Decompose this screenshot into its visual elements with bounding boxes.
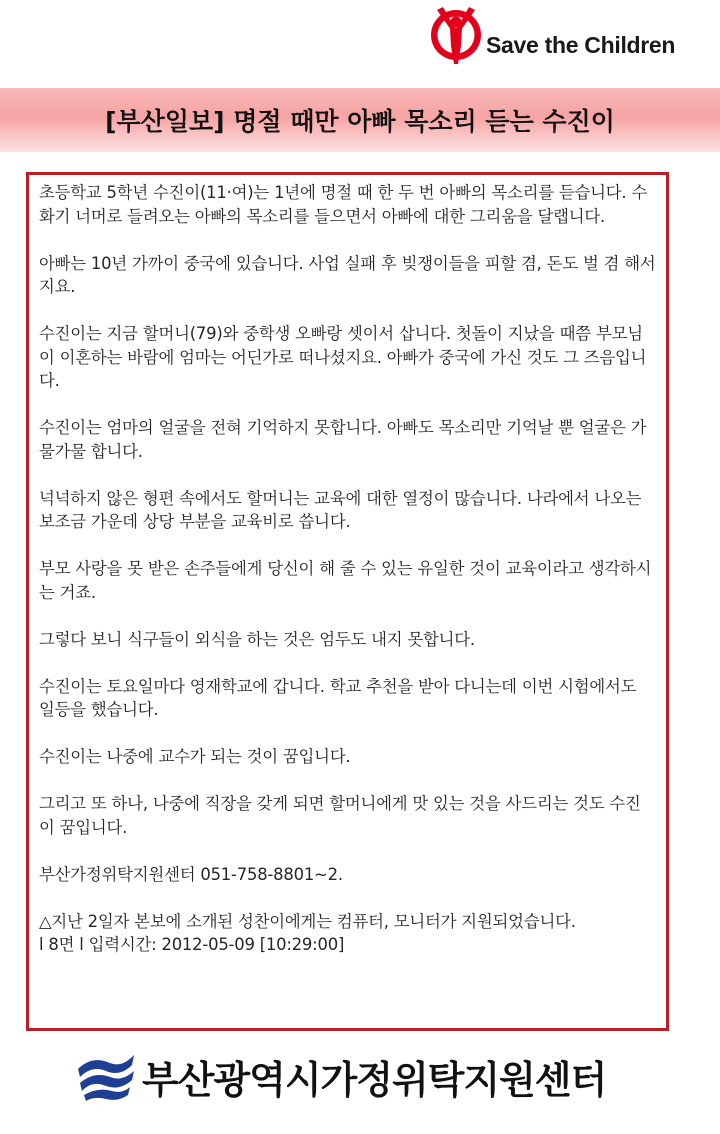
article-paragraph: 넉넉하지 않은 형편 속에서도 할머니는 교육에 대한 열정이 많습니다. 나라에서 나오는 보조금 가운데 상당 부분을 교육비로 씁니다.: [39, 488, 642, 531]
busan-wave-logo-icon: [76, 1047, 136, 1103]
article-paragraph: 수진이는 나중에 교수가 되는 것이 꿈입니다.: [39, 747, 351, 766]
article-paragraph: 부모 사랑을 못 받은 손주들에게 당신이 해 줄 수 있는 유일한 것이 교육이라고 생각하시는 거죠.: [39, 559, 652, 602]
article-paragraph: 초등학교 5학년 수진이(11·여)는 1년에 명절 때 한 두 번 아빠의 목소리를 듣습니다. 수화기 너머로 들려오는 아빠의 목소리를 들으면서 아빠에 대한 그리움을 달랩니다.: [39, 183, 648, 226]
article-paragraph: 수진이는 토요일마다 영재학교에 갑니다. 학교 추천을 받아 다니는데 이번 시험에서도 일등을 했습니다.: [39, 676, 637, 719]
brand-name: Save the Children: [486, 32, 676, 58]
footer-org-logo: [76, 1043, 656, 1109]
article-paragraph: 수진이는 지금 할머니(79)와 중학생 오빠랑 셋이서 삽니다. 첫돌이 지났을 때쯤 부모님이 이혼하는 바람에 엄마는 어딘가로 떠나셨지요. 아빠가 중국에 가신 것도 그 즈음입니다.: [39, 324, 647, 390]
article-body: [26, 172, 669, 1031]
article-paragraph: 수진이는 엄마의 얼굴을 전혀 기억하지 못합니다. 아빠도 목소리만 기억날 뿐 얼굴은 가물가물 합니다.: [39, 418, 647, 461]
article-paragraph: 아빠는 10년 가까이 중국에 있습니다. 사업 실패 후 빚쟁이들을 피할 겸, 돈도 벌 겸 해서지요.: [39, 253, 656, 296]
article-title: [부산일보] 명절 때만 아빠 목소리 듣는 수진이: [105, 107, 615, 136]
title-banner: [0, 88, 720, 152]
save-the-children-logo: [428, 4, 708, 66]
article-paragraph: △지난 2일자 본보에 소개된 성찬이에게는 컴퓨터, 모니터가 지원되었습니다.: [39, 911, 576, 931]
org-name: 부산광역시가정위탁지원센터: [142, 1058, 607, 1102]
article-paragraph: 그렇다 보니 식구들이 외식을 하는 것은 엄두도 내지 못합니다.: [39, 629, 475, 649]
article-meta: l 8면 l 입력시간: 2012-05-09 [10:29:00]: [39, 935, 345, 954]
contact-line: 부산가정위탁지원센터 051-758-8801~2.: [39, 864, 343, 884]
save-the-children-figure-icon: [428, 4, 484, 66]
article-paragraph: 그리고 또 하나, 나중에 직장을 갖게 되면 할머니에게 맛 있는 것을 사드리는 것도 수진이 꿈입니다.: [39, 794, 641, 837]
